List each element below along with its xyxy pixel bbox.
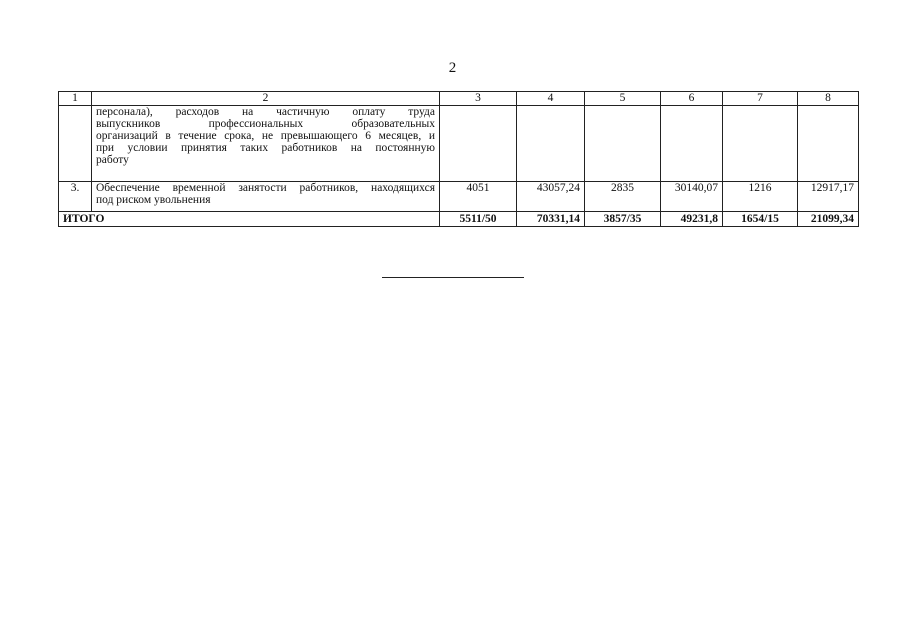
table-row-continuation	[59, 106, 859, 182]
description-line: персонала), расходов на частичную оплату труда	[96, 106, 435, 118]
empty-cell	[723, 106, 798, 182]
description-line: выпускников профессиональных образовательных	[96, 118, 435, 130]
description-line: работу	[96, 154, 129, 166]
total-cell-4: 70331,14	[517, 212, 585, 227]
header-row	[59, 92, 859, 106]
value-cell-3: 4051	[440, 182, 517, 212]
header-cell-4: 4	[517, 92, 585, 106]
total-cell-3: 5511/50	[440, 212, 517, 227]
description-line: организаций в течение срока, не превышающего 6 месяцев, и	[96, 130, 435, 142]
header-cell-1: 1	[59, 92, 92, 106]
data-table	[58, 91, 859, 227]
total-cell-6: 49231,8	[661, 212, 723, 227]
empty-cell	[517, 106, 585, 182]
empty-cell	[440, 106, 517, 182]
total-cell-8: 21099,34	[798, 212, 859, 227]
row-description	[92, 182, 440, 212]
header-cell-7: 7	[723, 92, 798, 106]
row-number: 3.	[59, 182, 92, 212]
row-number	[59, 106, 92, 182]
header-cell-3: 3	[440, 92, 517, 106]
empty-cell	[798, 106, 859, 182]
value-cell-4: 43057,24	[517, 182, 585, 212]
total-label: ИТОГО	[59, 212, 440, 227]
value-cell-6: 30140,07	[661, 182, 723, 212]
separator-line	[382, 277, 524, 278]
value-cell-8: 12917,17	[798, 182, 859, 212]
total-row	[59, 212, 859, 227]
header-cell-5: 5	[585, 92, 661, 106]
row-description	[92, 106, 440, 182]
description-line: Обеспечение временной занятости работников, находящихся	[96, 182, 435, 194]
table-row-3	[59, 182, 859, 212]
total-cell-5: 3857/35	[585, 212, 661, 227]
header-cell-8: 8	[798, 92, 859, 106]
empty-cell	[661, 106, 723, 182]
header-cell-2: 2	[92, 92, 440, 106]
total-cell-7: 1654/15	[723, 212, 798, 227]
value-cell-7: 1216	[723, 182, 798, 212]
page-number: 2	[448, 60, 457, 76]
empty-cell	[585, 106, 661, 182]
description-line: под риском увольнения	[96, 194, 211, 206]
value-cell-5: 2835	[585, 182, 661, 212]
header-cell-6: 6	[661, 92, 723, 106]
description-line: при условии принятия таких работников на постоянную	[96, 142, 435, 154]
